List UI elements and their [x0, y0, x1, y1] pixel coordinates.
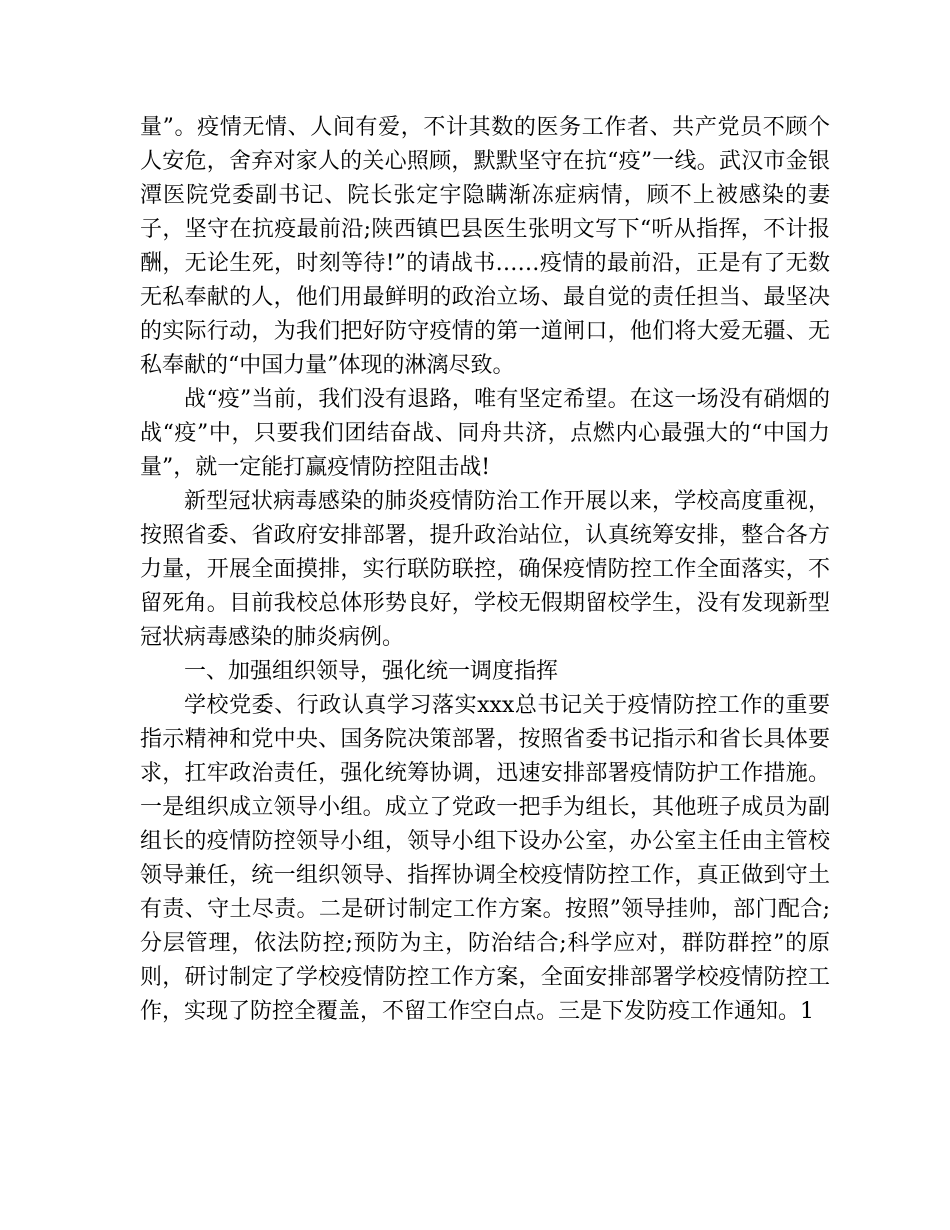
section-heading-1: 一、加强组织领导，强化统一调度指挥: [184, 659, 559, 684]
paragraph-5: 学校党委、行政认真学习落实xxx总书记关于疫情防控工作的重要指示精神和党中央、国务院决策部署，按照省委书记指示和省长具体要求，扛牢政治责任，强化统筹协调，迅速安排部署疫情防护工作措施。一是组织成立领导小组。成立了党政一把手为组长，其他班子成员为副组长的疫情防控领导小组，领导小组下设办公室，办公室主任由主管校领导兼任，统一组织领导、指挥协调全校疫情防控工作，真正做到守土有责、守土尽责。二是研讨制定工作方案。按照”领导挂帅，部门配合;分层管理，依法防控;预防为主，防治结合;科学应对，群防群控”的原则，研讨制定了学校疫情防控工作方案，全面安排部署学校疫情防控工作，实现了防控全覆盖，不留工作空白点。三是下发防疫工作通知。1: [140, 693, 830, 1024]
paragraph-2: 战“疫”当前，我们没有退路，唯有坚定希望。在这一场没有硝烟的战“疫”中，只要我们团结奋战、同舟共济，点燃内心最强大的“中国力量”，就一定能打赢疫情防控阻击战!: [140, 387, 830, 480]
paragraph-3: 新型冠状病毒感染的肺炎疫情防治工作开展以来，学校高度重视，按照省委、省政府安排部署，提升政治站位，认真统筹安排，整合各方力量，开展全面摸排，实行联防联控，确保疫情防控工作全面落实，不留死角。目前我校总体形势良好，学校无假期留校学生，没有发现新型冠状病毒感染的肺炎病例。: [140, 489, 830, 650]
document-body: [140, 111, 830, 1029]
paragraph-1: 量”。疫情无情、人间有爱，不计其数的医务工作者、共产党员不顾个人安危，舍弃对家人的关心照顾，默默坚守在抗“疫”一线。武汉市金银潭医院党委副书记、院长张定宇隐瞒渐冻症病情，顾不上被感染的妻子，坚守在抗疫最前沿;陕西镇巴县医生张明文写下“听从指挥，不计报酬，无论生死，时刻等待!”的请战书……疫情的最前沿，正是有了无数无私奉献的人，他们用最鲜明的政治立场、最自觉的责任担当、最坚决的实际行动，为我们把好防守疫情的第一道闸口，他们将大爱无疆、无私奉献的“中国力量”体现的淋漓尽致。: [140, 115, 830, 378]
